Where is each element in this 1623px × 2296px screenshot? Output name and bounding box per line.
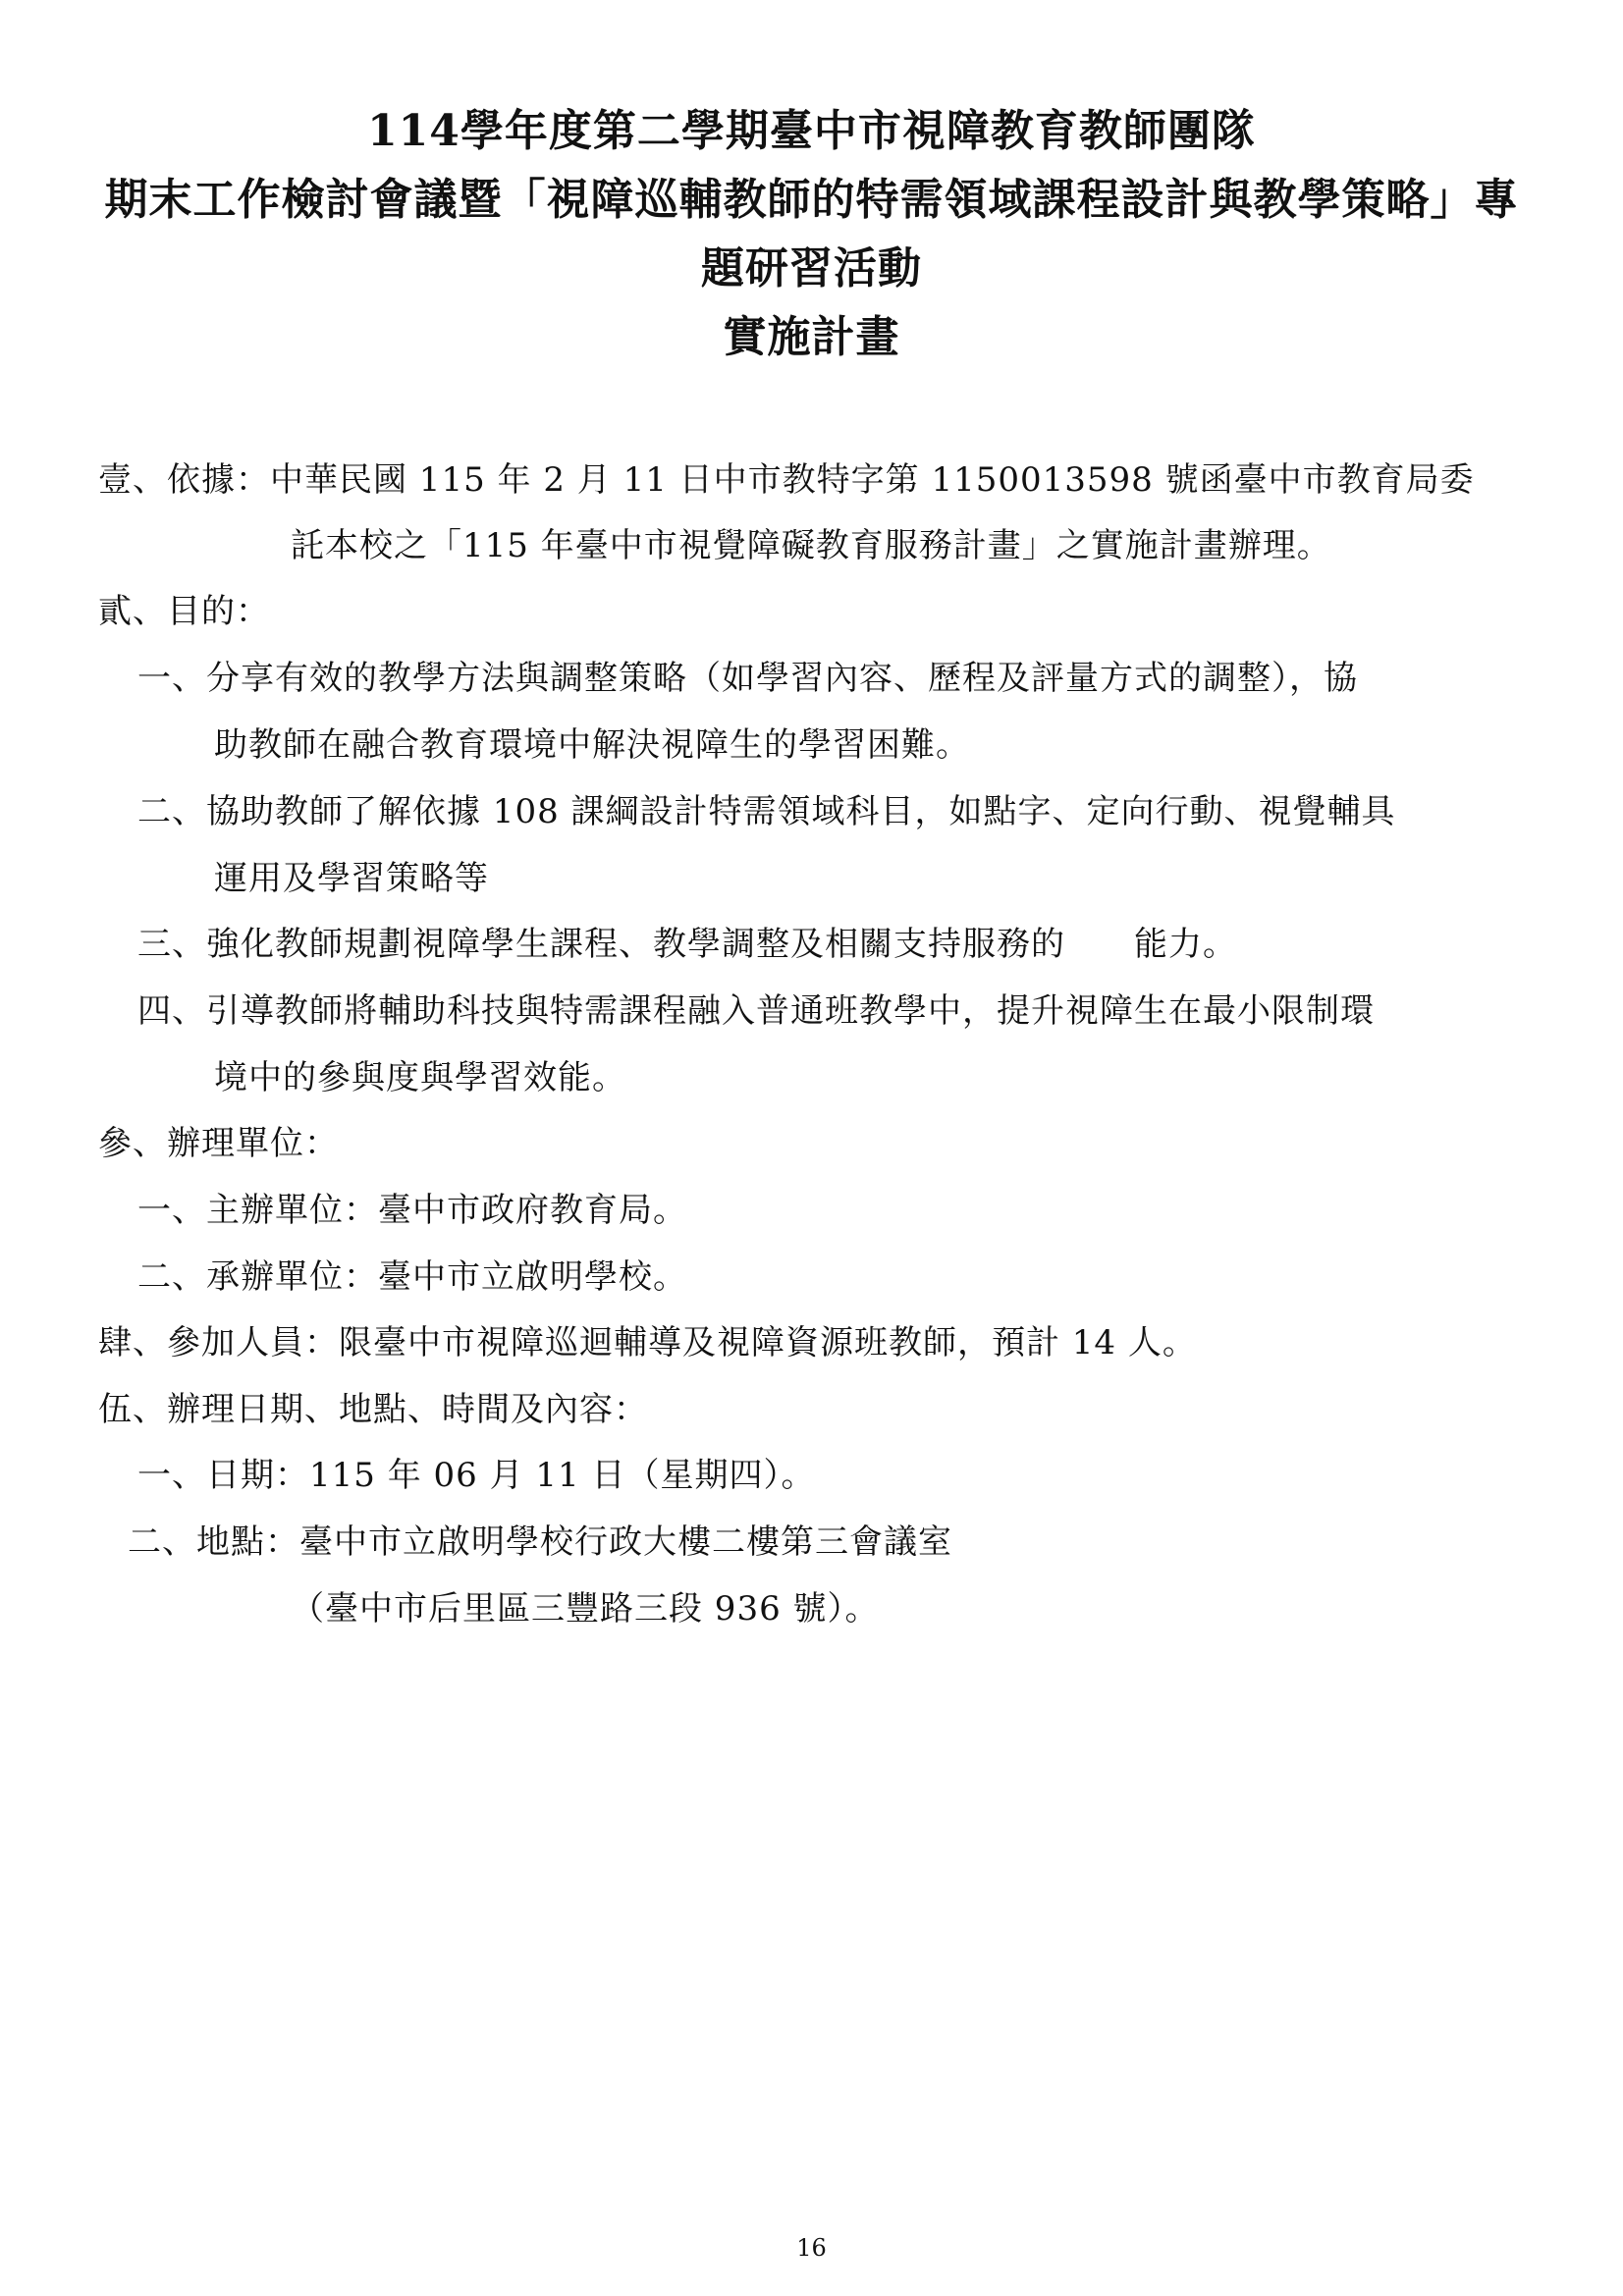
- title-line-2: 期末工作檢討會議暨「視障巡輔教師的特需領域課程設計與教學策略」專: [104, 175, 1519, 225]
- section2-item2-line2: 運用及學習策略等: [214, 859, 489, 898]
- section2-item2-line1: 二、協助教師了解依據 108 課綱設計特需領域科目，如點字、定向行動、視覺輔具: [137, 792, 1396, 831]
- section1-basis-line1: 壹、依據：中華民國 115 年 2 月 11 日中市教特字第 1150013598 號函臺中市教育局委: [98, 460, 1475, 500]
- section2-purpose-heading: 貳、目的：: [98, 592, 270, 631]
- section2-item3-line1: 三、強化教師規劃視障學生課程、教學調整及相關支持服務的 能力。: [137, 925, 1237, 964]
- title-line-3: 題研習活動: [701, 243, 922, 294]
- section3-item1: 一、主辦單位：臺中市政府教育局。: [137, 1191, 687, 1230]
- section5-item2-location-line1: 二、地點：臺中市立啟明學校行政大樓二樓第三會議室: [128, 1522, 952, 1562]
- section5-item1-date: 一、日期：115 年 06 月 11 日（星期四）。: [137, 1456, 816, 1495]
- title-line-4: 實施計畫: [723, 312, 900, 362]
- section4-participants: 肆、參加人員：限臺中市視障巡迴輔導及視障資源班教師，預計 14 人。: [98, 1323, 1197, 1362]
- section2-item1-line2: 助教師在融合教育環境中解決視障生的學習困難。: [214, 725, 970, 765]
- section3-item2: 二、承辦單位：臺中市立啟明學校。: [137, 1257, 687, 1297]
- section5-schedule-heading: 伍、辦理日期、地點、時間及內容：: [98, 1390, 648, 1429]
- section2-item4-line1: 四、引導教師將輔助科技與特需課程融入普通班教學中，提升視障生在最小限制環: [137, 991, 1375, 1031]
- title-line-1: 114學年度第二學期臺中市視障教育教師團隊: [367, 106, 1256, 156]
- section3-organizers-heading: 參、辦理單位：: [98, 1124, 339, 1163]
- section2-item1-line1: 一、分享有效的教學方法與調整策略（如學習內容、歷程及評量方式的調整），協: [137, 659, 1358, 698]
- page-number: 16: [796, 2234, 827, 2262]
- section5-item2-location-line2: （臺中市后里區三豐路三段 936 號）。: [291, 1589, 880, 1629]
- document-title: [79, 106, 1544, 362]
- section2-item4-line2: 境中的參與度與學習效能。: [214, 1058, 626, 1097]
- section1-basis-line2: 託本校之「115 年臺中市視覺障礙教育服務計畫」之實施計畫辦理。: [291, 526, 1331, 565]
